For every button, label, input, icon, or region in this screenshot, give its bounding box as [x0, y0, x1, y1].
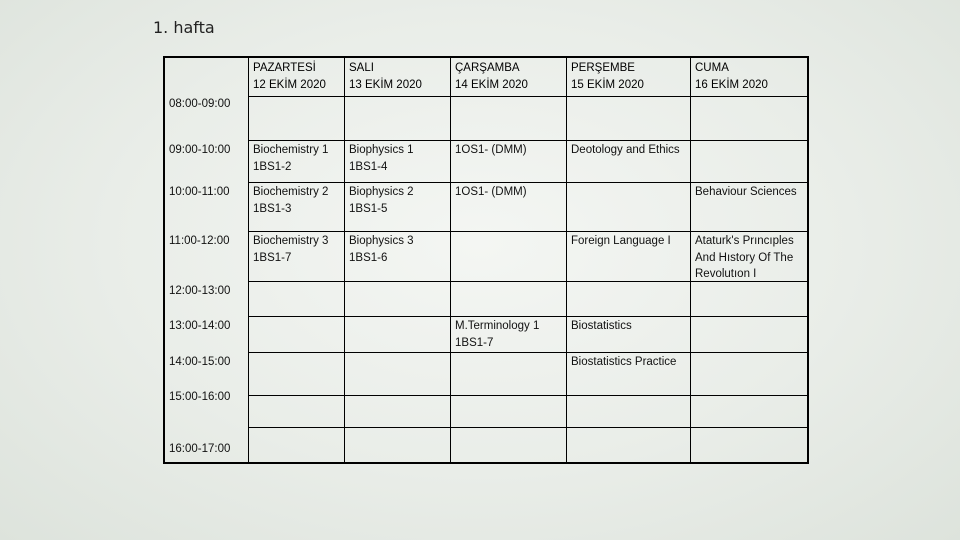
time-slot-label: 08:00-09:00 [169, 98, 231, 110]
day-header [349, 60, 422, 93]
page-title: 1. hafta [153, 18, 215, 37]
session-cell [349, 142, 414, 175]
session-text-line: 1BS1-7 [253, 251, 292, 264]
day-date: 16 EKİM 2020 [695, 78, 768, 91]
session-cell [349, 233, 414, 266]
weekly-schedule-table [163, 56, 809, 464]
session-text-line: Revolutıon I [695, 268, 757, 280]
grid-line [450, 58, 451, 464]
day-header [571, 60, 644, 93]
session-text-line: 1BS1-6 [349, 251, 388, 264]
grid-line [248, 96, 809, 97]
session-text-line: Biochemistry 3 [253, 235, 329, 247]
session-text-line: 1BS1-7 [455, 336, 494, 349]
day-name: PERŞEMBE [571, 62, 635, 74]
session-text-line: 1OS1- (DMM) [455, 144, 527, 156]
session-cell [571, 318, 632, 335]
day-date: 12 EKİM 2020 [253, 78, 326, 91]
session-cell [571, 233, 671, 250]
session-cell [695, 184, 797, 201]
session-text-line: Behaviour Sciences [695, 186, 797, 198]
session-text-line: M.Terminology 1 [455, 320, 540, 332]
day-name: ÇARŞAMBA [455, 62, 520, 74]
time-slot-label: 15:00-16:00 [169, 391, 231, 403]
grid-line [566, 58, 567, 464]
session-text-line: 1BS1-3 [253, 202, 292, 215]
day-date: 13 EKİM 2020 [349, 78, 422, 91]
session-cell [253, 233, 328, 266]
session-text-line: Biostatistics [571, 320, 632, 332]
session-text-line: Biophysics 1 [349, 144, 414, 156]
grid-line [344, 58, 345, 464]
grid-line [248, 395, 809, 396]
day-header [695, 60, 768, 93]
day-name: PAZARTESİ [253, 62, 316, 74]
session-text-line: Deotology and Ethics [571, 144, 680, 156]
session-cell [571, 354, 676, 371]
session-cell [455, 142, 527, 159]
session-cell [349, 184, 414, 217]
grid-line [248, 231, 809, 232]
grid-line [248, 182, 809, 183]
session-cell [695, 233, 794, 283]
day-date: 14 EKİM 2020 [455, 78, 528, 91]
session-text-line: Biochemistry 2 [253, 186, 329, 198]
session-cell [455, 318, 539, 351]
session-cell [253, 184, 328, 217]
session-text-line: Biostatistics Practice [571, 356, 677, 368]
time-slot-label: 12:00-13:00 [169, 285, 231, 297]
session-text-line: 1OS1- (DMM) [455, 186, 527, 198]
session-text-line: And Hıstory Of The [695, 251, 794, 264]
session-cell [455, 184, 527, 201]
time-slot-label: 09:00-10:00 [169, 144, 231, 156]
session-text-line: 1BS1-4 [349, 160, 388, 173]
session-text-line: 1BS1-5 [349, 202, 388, 215]
time-slot-label: 11:00-12:00 [169, 235, 230, 247]
session-text-line: 1BS1-2 [253, 160, 292, 173]
day-date: 15 EKİM 2020 [571, 78, 644, 91]
grid-line [248, 140, 809, 141]
session-text-line: Ataturk's Prıncıples [695, 235, 794, 247]
session-text-line: Foreign Language I [571, 235, 671, 247]
day-name: CUMA [695, 62, 729, 74]
session-text-line: Biophysics 3 [349, 235, 414, 247]
session-text-line: Biophysics 2 [349, 186, 414, 198]
grid-line [690, 58, 691, 464]
grid-line [248, 316, 809, 317]
session-cell [571, 142, 680, 159]
time-slot-label: 14:00-15:00 [169, 356, 231, 368]
day-header [455, 60, 528, 93]
session-text-line: Biochemistry 1 [253, 144, 329, 156]
time-slot-label: 10:00-11:00 [169, 186, 230, 198]
grid-line [248, 427, 809, 428]
session-cell [253, 142, 328, 175]
day-name: SALI [349, 62, 374, 74]
day-header [253, 60, 326, 93]
grid-line [248, 352, 809, 353]
grid-line [248, 58, 249, 464]
time-slot-label: 13:00-14:00 [169, 320, 231, 332]
time-slot-label: 16:00-17:00 [169, 443, 231, 455]
